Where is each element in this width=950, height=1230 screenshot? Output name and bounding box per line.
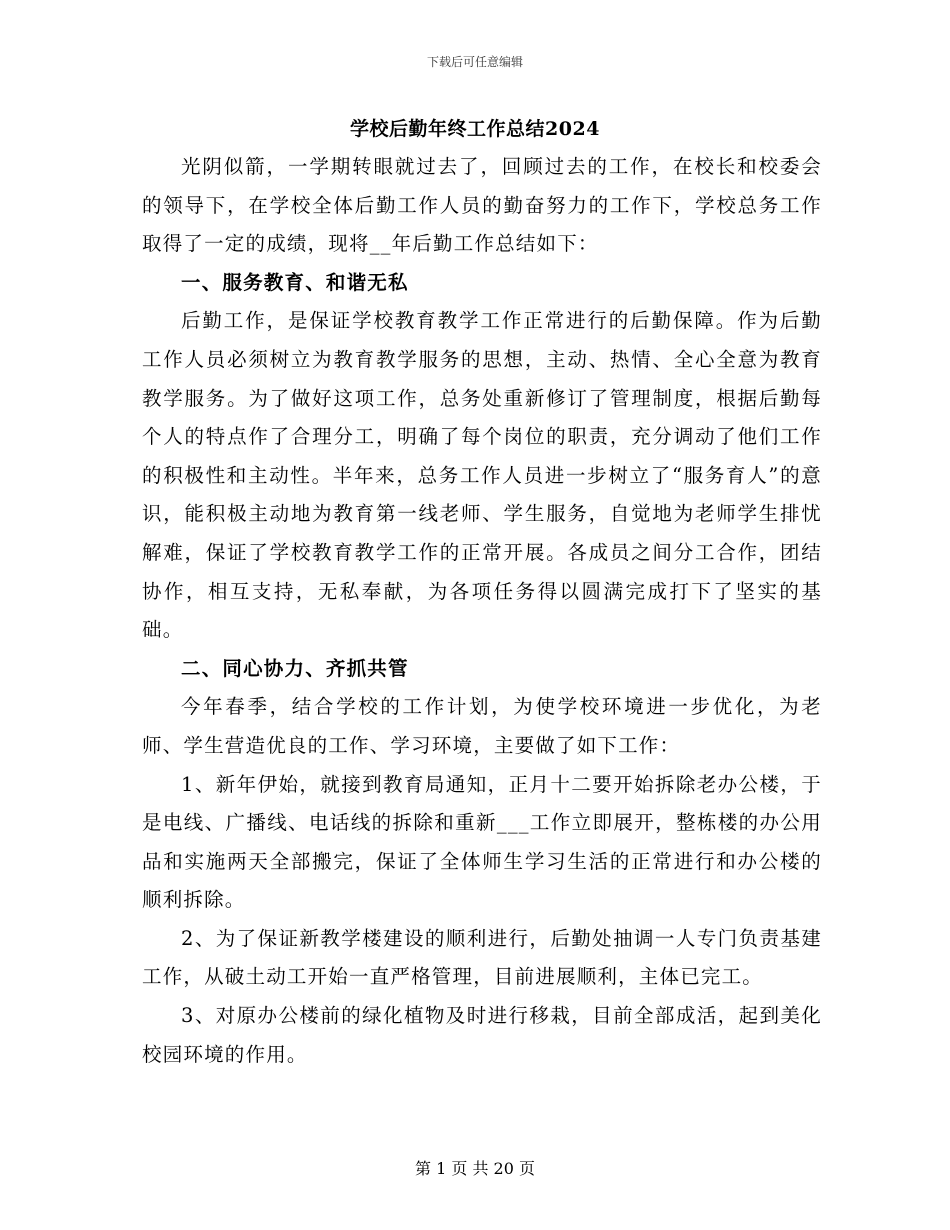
paragraph-item-1: 1、新年伊始，就接到教育局通知，正月十二要开始拆除老办公楼，于是电线、广播线、电话线的拆除和重新___工作立即展开，整栋楼的办公用品和实施两天全部搬完，保证了全体师生学习生活的正常进行和办公楼的顺利拆除。 <box>142 772 822 912</box>
header-note: 下载后可任意编辑 <box>426 55 523 69</box>
section-heading-2: 二、同心协力、齐抓共管 <box>181 656 409 680</box>
paragraph-section-2-intro: 今年春季，结合学校的工作计划，为使学校环境进一步优化，为老师、学生营造优良的工作、学习环境，主要做了如下工作： <box>142 695 822 757</box>
paragraph-intro: 光阴似箭，一学期转眼就过去了，回顾过去的工作，在校长和校委会的领导下，在学校全体后勤工作人员的勤奋努力的工作下，学校总务工作取得了一定的成绩，现将__年后勤工作总结如下： <box>142 155 822 256</box>
section-heading-1: 一、服务教育、和谐无私 <box>181 270 409 294</box>
document-body <box>142 148 822 1074</box>
paragraph-section-1: 后勤工作，是保证学校教育教学工作正常进行的后勤保障。作为后勤工作人员必须树立为教育教学服务的思想，主动、热情、全心全意为教育教学服务。为了做好这项工作，总务处重新修订了管理制度，根据后勤每个人的特点作了合理分工，明确了每个岗位的职责，充分调动了他们工作的积极性和主动性。半年来，总务工作人员进一步树立了“服务育人”的意识，能积极主动地为教育第一线老师、学生服务，自觉地为老师学生排忧解难，保证了学校教育教学工作的正常开展。各成员之间分工合作，团结协作，相互支持，无私奉献，为各项任务得以圆满完成打下了坚实的基础。 <box>142 309 822 642</box>
page-number: 第 1 页 共 20 页 <box>415 1159 535 1178</box>
paragraph-item-2: 2、为了保证新教学楼建设的顺利进行，后勤处抽调一人专门负责基建工作，从破土动工开始一直严格管理，目前进展顺利，主体已完工。 <box>142 926 822 989</box>
document-title: 学校后勤年终工作总结2024 <box>350 118 600 140</box>
paragraph-item-3: 3、对原办公楼前的绿化植物及时进行移栽，目前全部成活，起到美化校园环境的作用。 <box>142 1004 822 1066</box>
